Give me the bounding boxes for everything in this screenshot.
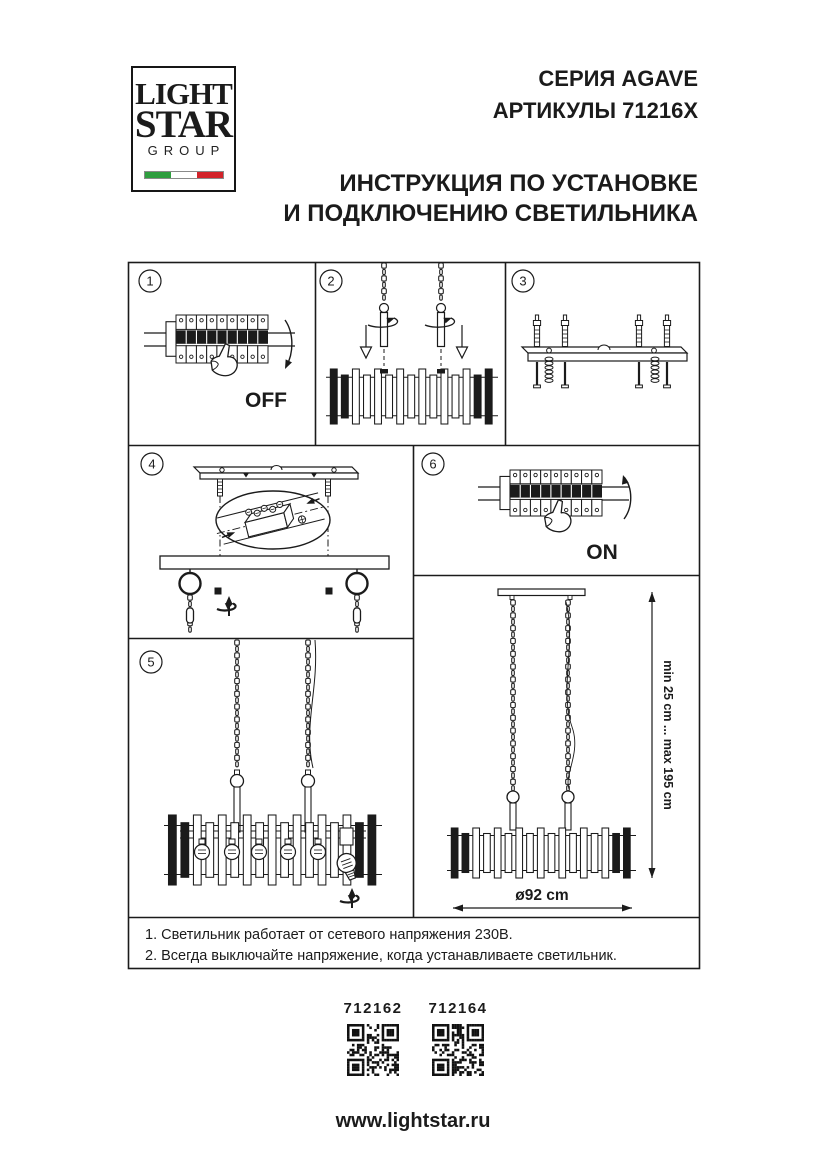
on-label: ON (586, 541, 618, 564)
dimensions-diagram (447, 589, 656, 912)
website-link: www.lightstar.ru (335, 1110, 491, 1132)
logo-text-light: LIGHT (135, 76, 232, 111)
step-2-suspension-diagram (326, 263, 498, 424)
step-4-wiring-diagram (160, 466, 389, 633)
logo-text-star: STAR (134, 103, 233, 146)
step-3-number: 3 (519, 273, 527, 289)
diameter-label: ø92 cm (515, 887, 569, 904)
step-5-number: 5 (147, 654, 155, 670)
product-code-label: 712162 (343, 1000, 403, 1017)
qr-code-icon (432, 1024, 484, 1076)
step-1-power-off-diagram (144, 315, 295, 378)
instruction-title-line1: ИНСТРУКЦИЯ ПО УСТАНОВКЕ (339, 170, 698, 197)
safety-notes (145, 925, 617, 966)
articles-title: АРТИКУЛЫ 71216X (492, 98, 698, 123)
off-label: OFF (245, 389, 287, 412)
step-3-mounting-bar-diagram (522, 315, 687, 388)
qr-code-icon (347, 1024, 399, 1076)
logo-text-group: GROUP (147, 143, 226, 158)
product-code-label: 712164 (428, 1000, 488, 1017)
step-1-number: 1 (146, 273, 154, 289)
product-712164 (428, 1000, 488, 1076)
step-2-number: 2 (327, 273, 335, 289)
product-712162 (343, 1000, 403, 1076)
note-line-1: 1. Светильник работает от сетевого напряжения 230В. (145, 927, 513, 943)
step-6-number: 6 (429, 456, 437, 472)
height-range-label: min 25 cm ... max 195 cm (661, 660, 675, 810)
step-4-number: 4 (148, 456, 156, 472)
step-5-bulbs-diagram (164, 640, 382, 908)
note-line-2: 2. Всегда выключайте напряжение, когда устанавливаете светильник. (145, 947, 617, 964)
series-title: СЕРИЯ AGAVE (538, 66, 698, 91)
step-6-power-on-diagram (478, 470, 631, 534)
instruction-title-line2: И ПОДКЛЮЧЕНИЮ СВЕТИЛЬНИКА (283, 200, 698, 227)
